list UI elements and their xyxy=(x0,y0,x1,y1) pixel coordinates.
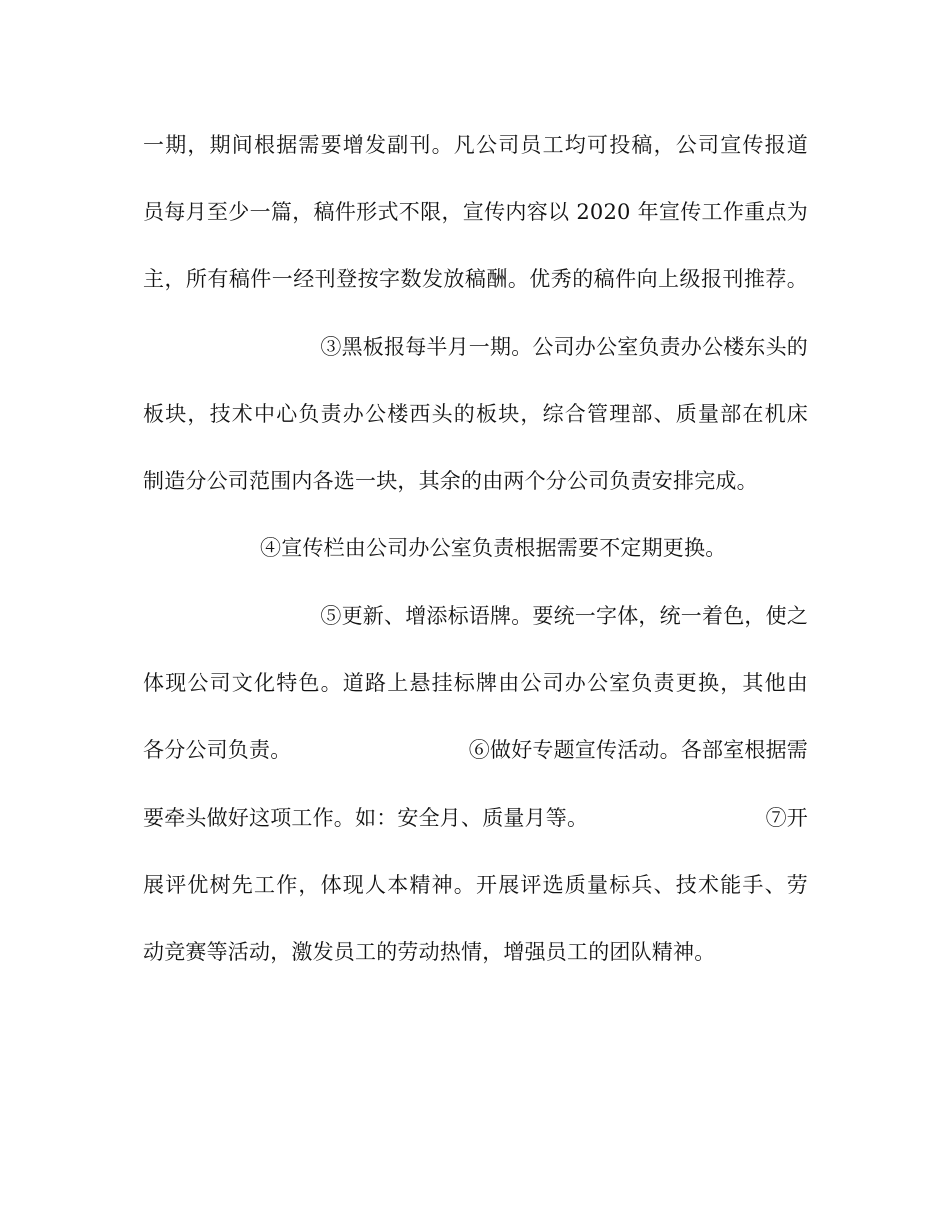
paragraph-line-8: ⑤更新、增添标语牌。要统一字体，统一着色，使之 xyxy=(320,604,808,628)
paragraph-line-4: ③黑板报每半月一期。公司办公室负责办公楼东头的 xyxy=(320,335,808,359)
paragraph-line-7: ④宣传栏由公司办公室负责根据需要不定期更换。 xyxy=(260,536,727,560)
paragraph-line-3: 主，所有稿件一经刊登按字数发放稿酬。优秀的稿件向上级报刊推荐。 xyxy=(143,267,808,291)
paragraph-line-5: 板块，技术中心负责办公楼西头的板块，综合管理部、质量部在机床 xyxy=(143,402,808,426)
paragraph-line-1: 一期，期间根据需要增发副刊。凡公司员工均可投稿，公司宣传报道 xyxy=(143,133,808,157)
paragraph-line-11 xyxy=(143,802,808,834)
paragraph-line-12: 展评优树先工作，体现人本精神。开展评选质量标兵、技术能手、劳 xyxy=(143,873,808,897)
paragraph-line-6: 制造分公司范围内各选一块，其余的由两个分公司负责安排完成。 xyxy=(143,469,758,493)
paragraph-line-2: 员每月至少一篇，稿件形式不限，宣传内容以 2020 年宣传工作重点为 xyxy=(143,200,808,224)
paragraph-line-10-right: ⑥做好专题宣传活动。各部室根据需 xyxy=(468,738,808,762)
paragraph-line-10-left: 各分公司负责。 xyxy=(143,738,292,762)
paragraph-line-11-left: 要牵头做好这项工作。如：安全月、质量月等。 xyxy=(143,806,589,830)
paragraph-line-11-right: ⑦开 xyxy=(765,806,808,830)
paragraph-line-10 xyxy=(143,734,808,766)
paragraph-line-13: 动竞赛等活动，激发员工的劳动热情，增强员工的团队精神。 xyxy=(143,940,716,964)
paragraph-line-9: 体现公司文化特色。道路上悬挂标牌由公司办公室负责更换，其他由 xyxy=(143,671,808,695)
